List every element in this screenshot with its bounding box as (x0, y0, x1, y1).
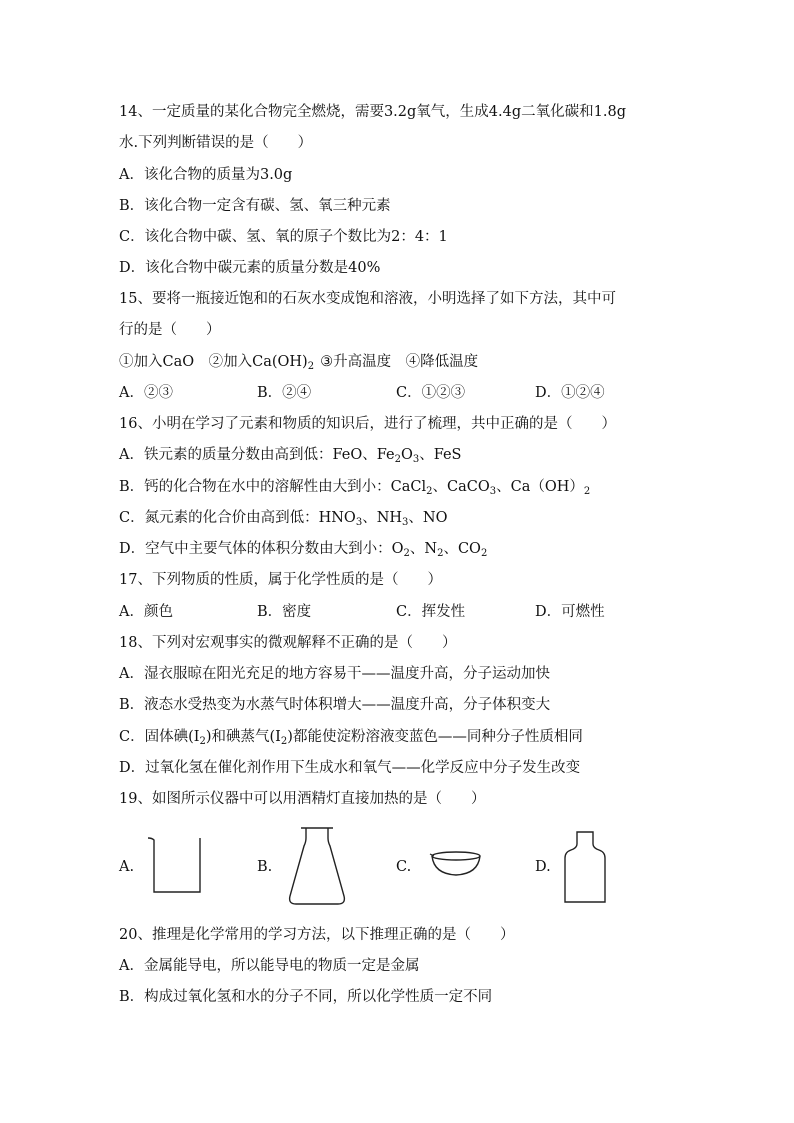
q18-option-d: D．过氧化氢在催化剂作用下生成水和氧气——化学反应中分子发生改变 (119, 760, 581, 776)
beaker-icon (146, 834, 204, 896)
q14-option-d: D．该化合物中碳元素的质量分数是40% (119, 260, 381, 276)
q18-stem: 18、下列对宏观事实的微观解释不正确的是（ ） (119, 635, 457, 651)
q14-option-a: A．该化合物的质量为3.0g (119, 167, 293, 183)
q18-option-b: B．液态水受热变为水蒸气时体积增大——温度升高，分子体积变大 (119, 697, 551, 713)
q19-label-d: D. (535, 859, 551, 875)
q15-option-d: D．①②④ (535, 385, 605, 401)
q15-stem-line2: 行的是（ ） (119, 322, 221, 338)
conical-flask-icon (286, 826, 348, 906)
q14-stem-line1: 14、一定质量的某化合物完全燃烧，需要3.2g氧气，生成4.4g二氧化碳和1.8g (119, 104, 626, 120)
q16-stem: 16、小明在学习了元素和物质的知识后，进行了梳理，共中正确的是（ ） (119, 416, 616, 432)
q15-option-a: A．②③ (119, 385, 173, 401)
q19-label-a: A. (119, 859, 135, 875)
q14-option-b: B．该化合物一定含有碳、氢、氧三种元素 (119, 198, 391, 214)
q15-stem-line1: 15、要将一瓶接近饱和的石灰水变成饱和溶液，小明选择了如下方法，其中可 (119, 291, 616, 307)
q16-option-c: C．氮元素的化合价由高到低：$HNO_3$、$NH_3$、NO (119, 510, 448, 528)
q16-option-a: A．铁元素的质量分数由高到低：FeO、$Fe_2O_3$、FeS (119, 447, 462, 465)
evaporating-dish-icon (428, 850, 484, 878)
q16-option-d: D．空气中主要气体的体积分数由大到小：$O_2$、$N_2$、$CO_2$ (119, 541, 488, 559)
q16-option-b: B．钙的化合物在水中的溶解性由大到小：CaCl$_2$、CaCO$_3$、$Ca(OH)_2$ (119, 479, 591, 497)
q20-stem: 20、推理是化学常用的学习方法，以下推理正确的是（ ） (119, 927, 515, 943)
q14-option-c: C．该化合物中碳、氢、氧的原子个数比为2：4：1 (119, 229, 448, 245)
q17-option-d: D．可燃性 (535, 604, 605, 620)
q18-option-a: A．湿衣服晾在阳光充足的地方容易干——温度升高，分子运动加快 (119, 666, 550, 682)
q18-option-c: C．固体碘$(I_2)$和碘蒸气$(I_2)$都能使淀粉溶液变蓝色——同种分子性质相同 (119, 729, 583, 747)
q17-option-a: A．颜色 (119, 604, 173, 620)
q14-stem-line2: 水.下列判断错误的是（ ） (119, 135, 313, 151)
q15-option-b: B．②④ (257, 385, 312, 401)
q20-option-b: B．构成过氧化氢和水的分子不同，所以化学性质一定不同 (119, 989, 493, 1005)
q19-label-c: C. (396, 859, 412, 875)
q17-option-c: C．挥发性 (396, 604, 466, 620)
q15-option-c: C．①②③ (396, 385, 466, 401)
q20-option-a: A．金属能导电，所以能导电的物质一定是金属 (119, 958, 420, 974)
reagent-bottle-icon (563, 830, 607, 904)
q17-option-b: B．密度 (257, 604, 312, 620)
q19-label-b: B. (257, 859, 273, 875)
q19-stem: 19、如图所示仪器中可以用酒精灯直接加热的是（ ） (119, 791, 486, 807)
q15-methods: ①加入CaO ②加入$Ca(OH)_2$ ③升高温度 ④降低温度 (119, 354, 479, 372)
q17-stem: 17、下列物质的性质，属于化学性质的是（ ） (119, 572, 442, 588)
